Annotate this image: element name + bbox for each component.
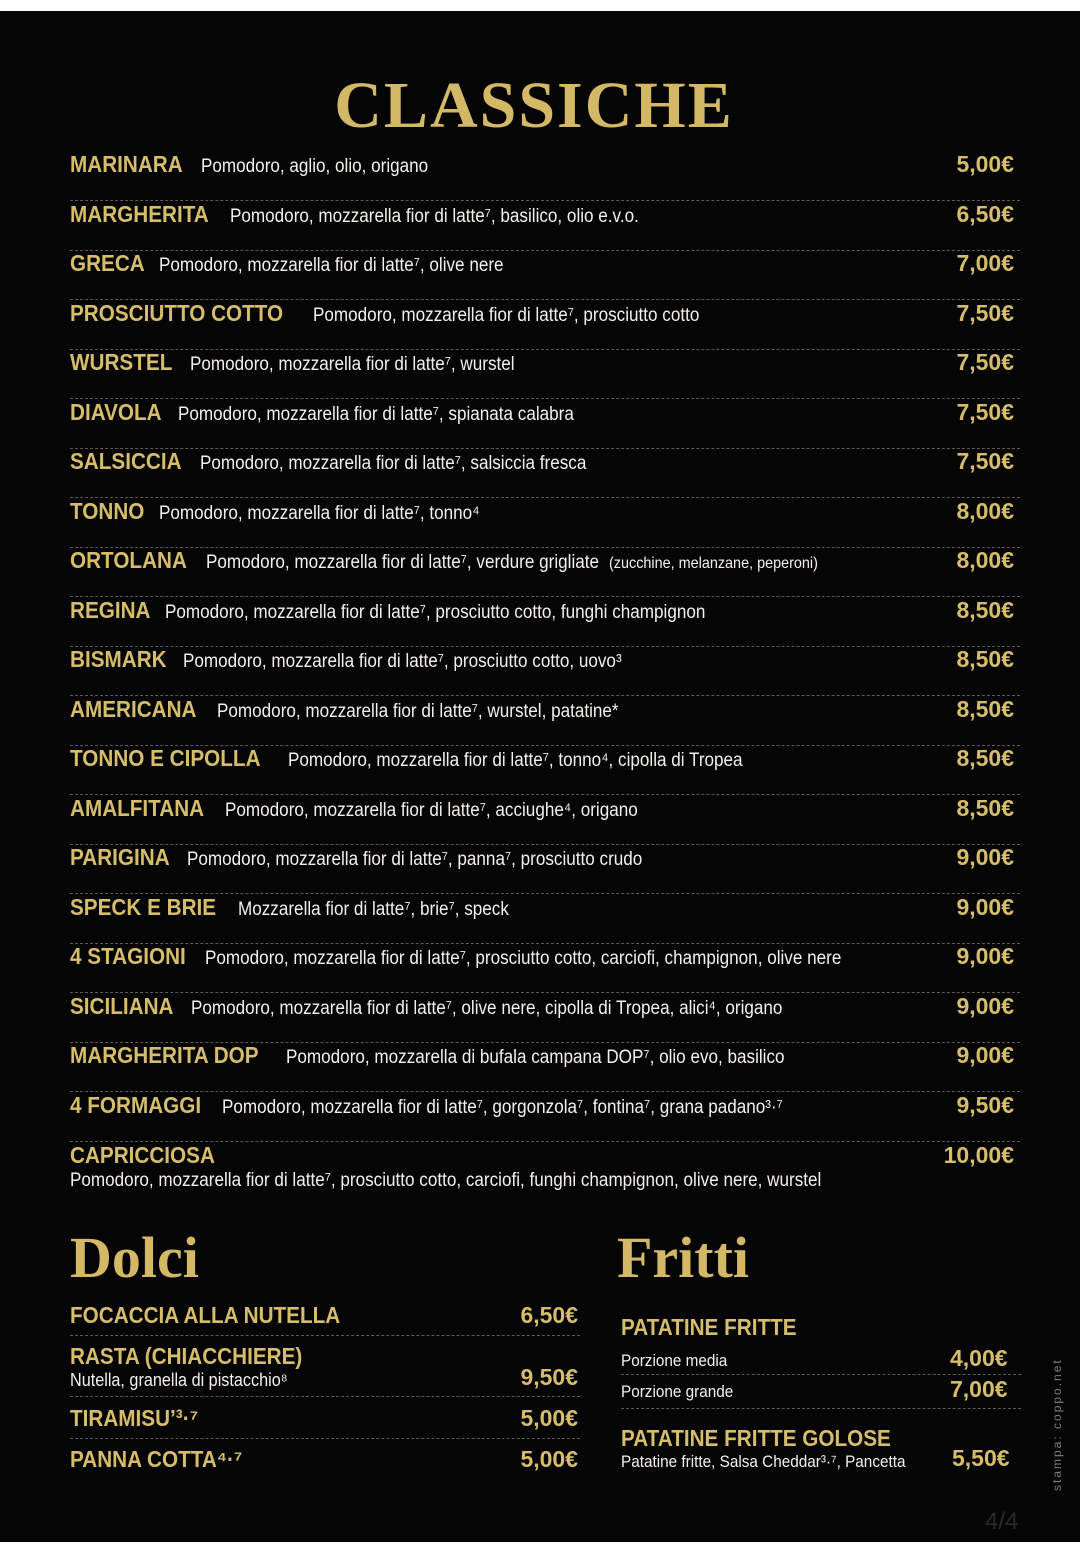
item-price: 4,00€	[950, 1345, 1008, 1371]
portion-label: Porzione grande	[621, 1382, 734, 1401]
divider	[621, 1408, 1021, 1409]
item-name: ORTOLANA	[70, 547, 187, 573]
item-name: SICILIANA	[70, 993, 174, 1019]
item-description: Pomodoro, mozzarella fior di latte⁷, prosciutto cotto, carciofi, funghi champignon, olive nere, wurstel	[70, 1170, 822, 1191]
item-name: GRECA	[70, 250, 145, 276]
item-name: DIAVOLA	[70, 399, 162, 425]
portion-label: Porzione media	[621, 1351, 728, 1370]
menu-item	[70, 1092, 1020, 1142]
item-price: 5,00€	[956, 151, 1014, 177]
item-price: 9,50€	[520, 1364, 578, 1390]
item-description: Pomodoro, mozzarella fior di latte⁷, gorgonzola⁷, fontina⁷, grana padano³·⁷	[221, 1097, 783, 1118]
item-name: TONNO	[70, 498, 145, 524]
menu-item	[70, 448, 1020, 498]
item-price: 7,50€	[956, 448, 1014, 474]
item-line	[70, 349, 550, 376]
item-description: Pomodoro, mozzarella fior di latte⁷, tonno⁴	[158, 503, 480, 524]
item-description: Pomodoro, aglio, olio, origano	[201, 156, 429, 177]
menu-item	[70, 151, 1020, 201]
item-price: 9,00€	[956, 1042, 1014, 1068]
item-name: BISMARK	[70, 646, 167, 672]
item-description: Pomodoro, mozzarella fior di latte⁷, tonno⁴, cipolla di Tropea	[287, 750, 743, 771]
print-credit: stampa: coppo.net	[1050, 1358, 1064, 1491]
section-title-fritti: Fritti	[617, 1225, 750, 1290]
item-price: 9,00€	[956, 993, 1014, 1019]
menu-item	[70, 696, 1020, 746]
item-description: Patatine fritte, Salsa Cheddar³·⁷, Pancetta	[621, 1452, 906, 1471]
menu-item	[70, 646, 1020, 696]
menu-item	[70, 547, 1020, 597]
item-description: Pomodoro, mozzarella fior di latte⁷, spianata calabra	[177, 404, 574, 425]
item-price: 7,50€	[956, 399, 1014, 425]
section-title-dolci: Dolci	[70, 1225, 199, 1290]
item-description: Pomodoro, mozzarella fior di latte⁷, prosciutto cotto, uovo³	[183, 651, 622, 672]
item-name: PARIGINA	[70, 844, 170, 870]
item-line	[70, 993, 848, 1020]
item-price: 9,00€	[956, 894, 1014, 920]
item-line	[70, 498, 515, 525]
item-line	[70, 844, 693, 871]
item-price: 8,50€	[956, 646, 1014, 672]
item-price: 8,50€	[956, 597, 1014, 623]
page-indicator: 4/4	[985, 1508, 1019, 1535]
item-price: 8,50€	[956, 795, 1014, 821]
item-price: 10,00€	[943, 1142, 1014, 1168]
item-description: Pomodoro, mozzarella fior di latte⁷, prosciutto cotto, funghi champignon	[165, 602, 706, 623]
dolci-item	[70, 1446, 580, 1479]
item-name: SALSICCIA	[70, 448, 182, 474]
item-line	[70, 1042, 840, 1069]
menu-item-capricciosa	[70, 1142, 1020, 1204]
item-price: 6,50€	[956, 201, 1014, 227]
item-price: 5,00€	[520, 1446, 578, 1472]
menu-page	[0, 11, 1080, 1542]
item-description-note: (zucchine, melanzane, peperoni)	[608, 555, 818, 572]
item-description: Pomodoro, mozzarella fior di latte⁷, verdure grigliate	[205, 552, 599, 573]
item-description: Pomodoro, mozzarella fior di latte⁷, prosciutto cotto, carciofi, champignon, olive nere	[204, 948, 841, 969]
item-name: TIRAMISU’³·⁷	[70, 1405, 199, 1431]
section-title-classiche: CLASSICHE	[334, 69, 734, 142]
item-price: 9,00€	[956, 943, 1014, 969]
item-name: MARGHERITA	[70, 201, 209, 227]
item-line	[70, 646, 671, 673]
item-name: PANNA COTTA⁴·⁷	[70, 1446, 243, 1472]
item-description: Pomodoro, mozzarella fior di latte⁷, prosciutto cotto	[312, 305, 700, 326]
item-name: REGINA	[70, 597, 151, 623]
menu-item	[70, 597, 1020, 647]
item-description: Pomodoro, mozzarella fior di latte⁷, salsiccia fresca	[199, 453, 587, 474]
item-description: Pomodoro, mozzarella fior di latte⁷, wurstel, patatine*	[216, 701, 619, 722]
item-name: WURSTEL	[70, 349, 173, 375]
item-price: 8,50€	[956, 745, 1014, 771]
item-line	[70, 894, 539, 921]
item-name: MARINARA	[70, 151, 183, 177]
menu-item	[70, 250, 1020, 300]
item-price: 5,00€	[520, 1405, 578, 1431]
item-line	[70, 597, 766, 624]
menu-item	[70, 300, 1020, 350]
fritti-item-name: PATATINE FRITTE	[621, 1314, 797, 1340]
item-description: Pomodoro, mozzarella fior di latte⁷, olive nere	[159, 255, 504, 276]
menu-item	[70, 399, 1020, 449]
item-line	[70, 201, 684, 228]
menu-item	[70, 993, 1020, 1043]
item-line	[70, 300, 742, 327]
menu-item	[70, 745, 1020, 795]
menu-item	[70, 943, 1020, 993]
item-line	[70, 250, 542, 277]
item-name: RASTA (CHIACCHIERE)	[70, 1343, 303, 1369]
item-name: AMALFITANA	[70, 795, 205, 821]
menu-item	[70, 795, 1020, 845]
item-name: MARGHERITA DOP	[70, 1042, 259, 1068]
item-description: Pomodoro, mozzarella fior di latte⁷, acciughe⁴, origano	[225, 800, 638, 821]
item-name: PROSCIUTTO COTTO	[70, 300, 284, 326]
item-line	[70, 151, 454, 178]
item-line	[70, 399, 618, 426]
divider	[621, 1374, 1021, 1375]
item-price: 6,50€	[520, 1302, 578, 1328]
item-description: Pomodoro, mozzarella di bufala campana DOP⁷, olio evo, basilico	[285, 1047, 785, 1068]
menu-item	[70, 201, 1020, 251]
item-price: 7,00€	[950, 1376, 1008, 1402]
menu-item	[70, 1042, 1020, 1092]
dolci-item	[70, 1405, 580, 1439]
item-price: 8,00€	[956, 547, 1014, 573]
menu-item	[70, 498, 1020, 548]
item-name: 4 FORMAGGI	[70, 1092, 202, 1118]
item-price: 7,50€	[956, 300, 1014, 326]
item-price: 8,00€	[956, 498, 1014, 524]
item-line	[70, 448, 629, 475]
item-line	[70, 1092, 845, 1119]
menu-item	[70, 894, 1020, 944]
item-description: Pomodoro, mozzarella fior di latte⁷, panna⁷, prosciutto crudo	[186, 849, 643, 870]
item-name: CAPRICCIOSA	[70, 1142, 215, 1168]
item-name: AMERICANA	[70, 696, 197, 722]
dolci-item	[70, 1302, 580, 1336]
item-name: FOCACCIA ALLA NUTELLA	[70, 1302, 341, 1328]
item-name: 4 STAGIONI	[70, 943, 186, 969]
item-price: 8,50€	[956, 696, 1014, 722]
menu-item	[70, 844, 1020, 894]
fritti-item-name: PATATINE FRITTE GOLOSE	[621, 1425, 891, 1451]
item-description: Pomodoro, mozzarella fior di latte⁷, basilico, olio e.v.o.	[230, 206, 640, 227]
item-price: 7,00€	[956, 250, 1014, 276]
item-line	[70, 795, 684, 822]
menu-item	[70, 349, 1020, 399]
item-price: 7,50€	[956, 349, 1014, 375]
item-description: Pomodoro, mozzarella fior di latte⁷, olive nere, cipolla di Tropea, alici⁴, origano	[191, 998, 783, 1019]
item-description: Pomodoro, mozzarella fior di latte⁷, wurstel	[189, 354, 515, 375]
dolci-item	[70, 1343, 580, 1397]
item-line	[70, 745, 793, 772]
item-price: 9,50€	[956, 1092, 1014, 1118]
item-line	[70, 696, 663, 723]
item-price: 9,00€	[956, 844, 1014, 870]
item-description: Nutella, granella di pistacchio⁸	[70, 1370, 288, 1390]
item-line	[70, 943, 912, 970]
item-name: TONNO E CIPOLLA	[70, 745, 261, 771]
item-description: Mozzarella fior di latte⁷, brie⁷, speck	[238, 899, 510, 920]
item-price: 5,50€	[952, 1445, 1010, 1471]
item-line	[70, 547, 841, 574]
item-name: SPECK E BRIE	[70, 894, 217, 920]
